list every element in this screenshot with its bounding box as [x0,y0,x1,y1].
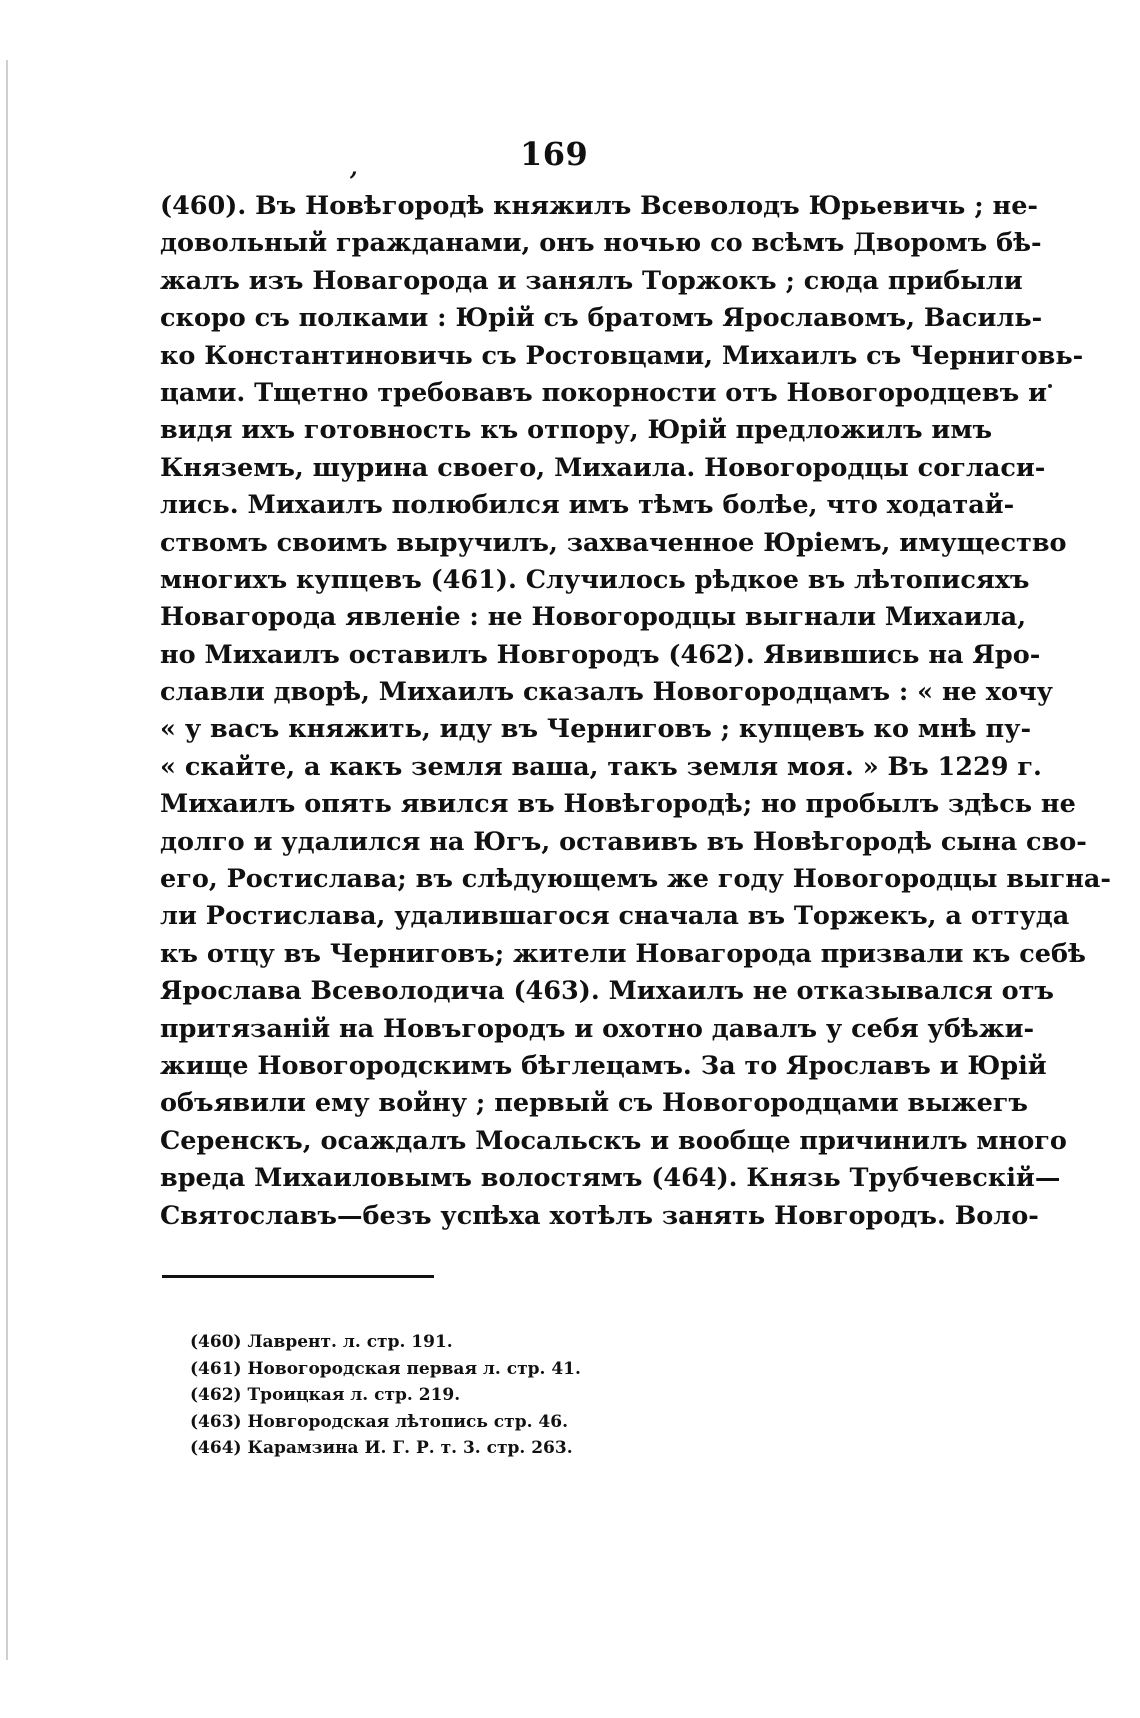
footnote: (462) Троицкая л. стр. 219. [190,1385,461,1405]
body-line: (460). Въ Новѣгородѣ княжилъ Всеволодъ Юрьевичь ; не- [160,191,1039,221]
body-line: многихъ купцевъ (461). Случилось рѣдкое въ лѣтописяхъ [160,564,1030,595]
body-line: « у васъ княжить, иду въ Черниговъ ; купцевъ ко мнѣ пу- [160,714,1032,745]
body-line: довольный гражданами, онъ ночью со всѣмъ Дворомъ бѣ- [160,228,1042,259]
page-mark: , [350,155,358,181]
footnotes [190,1329,890,1462]
body-line: Княземъ, шурина своего, Михаила. Новогородцы согласи- [160,452,1046,483]
body-line: цами. Тщетно требовавъ покорности отъ Новогородцевъ и [160,377,1047,408]
body-line: его, Ростислава; въ слѣдующемъ же году Новогородцы выгна- [160,864,1111,895]
body-line: видя ихъ готовность къ отпору, Юрій предложилъ имъ [160,415,993,446]
footnote: (460) Лаврент. л. стр. 191. [190,1332,453,1352]
body-line: жище Новогородскимъ бѣглецамъ. За то Ярославъ и Юрій [160,1050,1047,1081]
page-number: 169 [520,135,589,173]
body-line: вреда Михаиловымъ волостямъ (464). Князь Трубчевскій— [160,1163,1061,1194]
scan-edge-line [6,60,8,1660]
body-line: Новагорода явленіе : не Новогородцы выгнали Михаила, [160,602,1027,633]
body-line: къ отцу въ Черниговъ; жители Новагорода призвали къ себѣ [160,938,1086,969]
body-line: Святославъ—безъ успѣха хотѣлъ занять Новгородъ. Воло- [160,1200,1039,1231]
body-line: притязаній на Новъгородъ и охотно давалъ у себя убѣжи- [160,1013,1035,1044]
body-text [160,188,1111,1235]
body-line: ли Ростислава, удалившагося сначала въ Торжекъ, а оттуда [160,901,1070,932]
stray-dot [1048,384,1052,388]
body-line: долго и удалился на Югъ, оставивъ въ Новѣгородѣ сына сво- [160,826,1087,857]
body-line: славли дворѣ, Михаилъ сказалъ Новогородцамъ : « не хочу [160,677,1053,708]
body-line: объявили ему войну ; первый съ Новогородцами выжегъ [160,1088,1028,1119]
footnote: (463) Новгородская лѣтопись стр. 46. [190,1411,568,1432]
body-line: Серенскъ, осаждалъ Мосальскъ и вообще причинилъ много [160,1125,1067,1156]
body-line: ко Константиновичь съ Ростовцами, Михаилъ съ Черниговь- [160,340,1084,371]
body-line: Михаилъ опять явился въ Новѣгородѣ; но пробылъ здѣсь не [160,789,1076,820]
footnote: (464) Карамзина И. Г. Р. т. 3. стр. 263. [190,1438,573,1458]
body-line: Ярослава Всеволодича (463). Михаилъ не отказывался отъ [160,976,1054,1007]
body-line: но Михаилъ оставилъ Новгородъ (462). Явившись на Яро- [160,639,1041,670]
body-line: скоро съ полками : Юрій съ братомъ Ярославомъ, Василь- [160,303,1043,334]
body-line: « скайте, а какъ земля ваша, такъ земля моя. » Въ 1229 г. [160,751,1042,782]
body-line: ствомъ своимъ выручилъ, захваченное Юріемъ, имущество [160,527,1067,558]
body-line: лись. Михаилъ полюбился имъ тѣмъ болѣе, что ходатай- [160,490,1015,521]
footnote-divider [162,1275,434,1278]
body-line: жалъ изъ Новагорода и занялъ Торжокъ ; сюда прибыли [160,265,1023,296]
footnote: (461) Новогородская первая л. стр. 41. [190,1358,581,1379]
